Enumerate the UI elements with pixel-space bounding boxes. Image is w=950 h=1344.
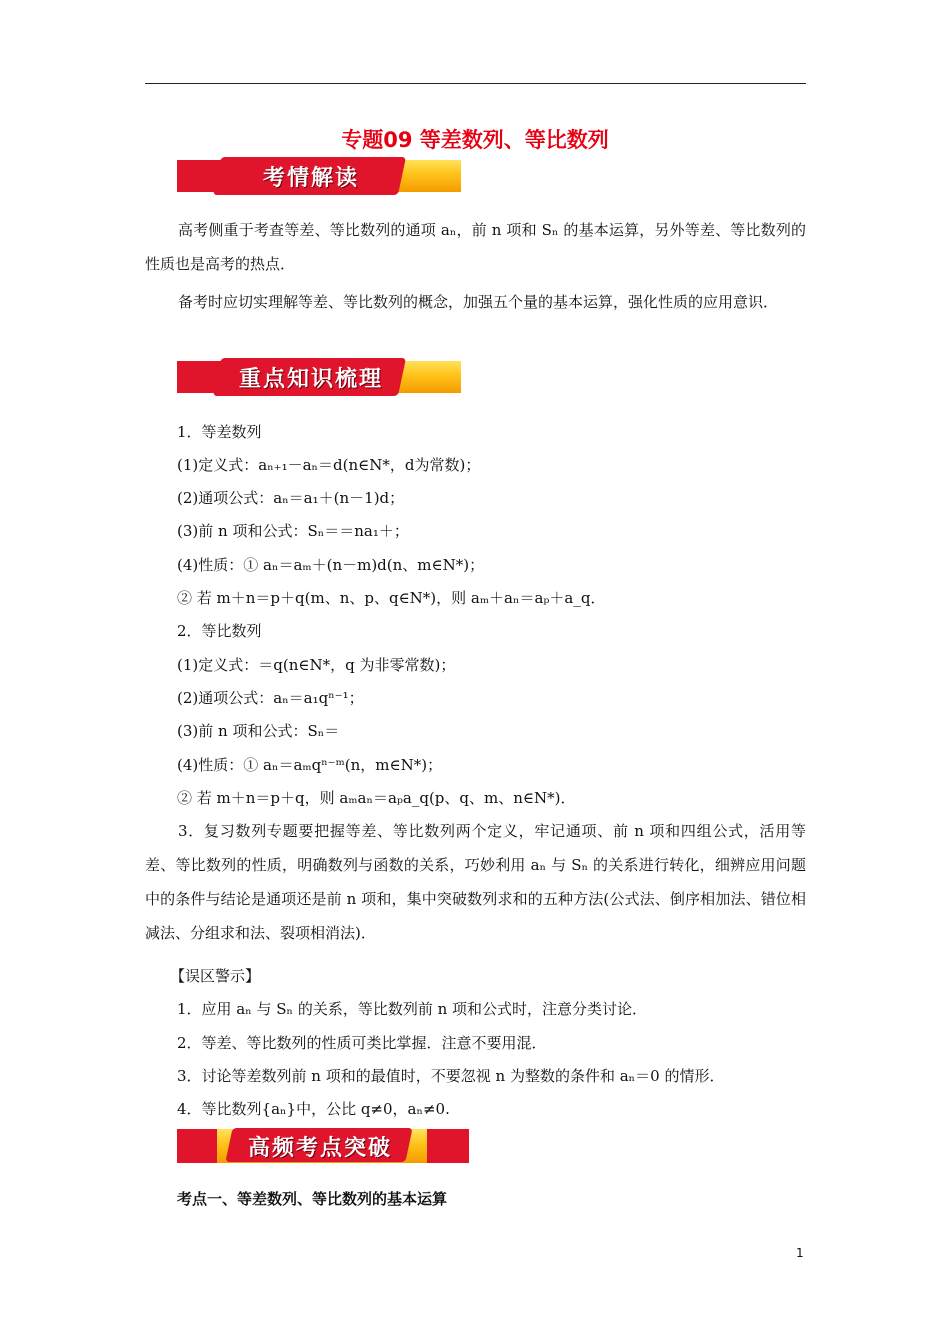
geometric-sum: (3)前 n 项和公式：Sₙ＝ bbox=[177, 722, 340, 740]
warning-item-3: 3．讨论等差数列前 n 项和的最值时，不要忽视 n 为整数的条件和 aₙ＝0 的情形． bbox=[177, 1067, 725, 1085]
intro-paragraph-1: 高考侧重于考查等差、等比数列的通项 aₙ，前 n 项和 Sₙ 的基本运算，另外等差、等比数列的性质也是高考的热点． bbox=[145, 221, 806, 273]
warning-item-4: 4．等比数列{aₙ}中，公比 q≠0，aₙ≠0. bbox=[177, 1100, 450, 1118]
geometric-definition: (1)定义式：＝q(n∈N*，q 为非零常数)； bbox=[177, 656, 456, 674]
page-number: 1 bbox=[796, 1246, 804, 1260]
banner-label: 高频考点突破 bbox=[247, 1135, 392, 1161]
banner-key-knowledge bbox=[177, 358, 461, 396]
header-rule bbox=[145, 83, 806, 84]
banner-label: 考情解读 bbox=[262, 165, 359, 191]
warning-heading: 【误区警示】 bbox=[170, 967, 261, 985]
banner-label: 重点知识梳理 bbox=[238, 366, 383, 392]
arithmetic-general-term: (2)通项公式：aₙ＝a₁＋(n－1)d； bbox=[177, 489, 405, 507]
review-paragraph: 3．复习数列专题要把握等差、等比数列两个定义，牢记通项、前 n 项和四组公式，活用等差、等比数列的性质，明确数列与函数的关系，巧妙利用 aₙ 与 Sₙ 的关系进行转化，细辨应用问题中的条件与结论是通项还是前 n 项和，集中突破数列求和的五种方法(公式法、倒序相加法、错位相减法、分组求和法、裂项相消法)． bbox=[145, 822, 806, 942]
geometric-property-2: ② 若 m＋n＝p＋q，则 aₘaₙ＝aₚa_q(p、q、m、n∈N*)． bbox=[177, 789, 576, 807]
heading-geometric: 2．等比数列 bbox=[177, 622, 262, 640]
heading-arithmetic: 1．等差数列 bbox=[177, 423, 262, 441]
intro-paragraph-2: 备考时应切实理解等差、等比数列的概念，加强五个量的基本运算，强化性质的应用意识． bbox=[178, 293, 779, 311]
section-title: 考点一、等差数列、等比数列的基本运算 bbox=[177, 1190, 448, 1208]
geometric-general-term: (2)通项公式：aₙ＝a₁qⁿ⁻¹； bbox=[177, 689, 364, 707]
arithmetic-property-1: (4)性质：① aₙ＝aₘ＋(n－m)d(n、m∈N*)； bbox=[177, 556, 485, 574]
arithmetic-sum: (3)前 n 项和公式：Sₙ＝＝na₁＋； bbox=[177, 522, 409, 540]
arithmetic-definition: (1)定义式：aₙ₊₁－aₙ＝d(n∈N*，d为常数)； bbox=[177, 456, 481, 474]
warning-item-2: 2．等差、等比数列的性质可类比掌握．注意不要用混． bbox=[177, 1034, 547, 1052]
arithmetic-property-2: ② 若 m＋n＝p＋q(m、n、p、q∈N*)，则 aₘ＋aₙ＝aₚ＋a_q． bbox=[177, 589, 606, 607]
warning-item-1: 1．应用 aₙ 与 Sₙ 的关系，等比数列前 n 项和公式时，注意分类讨论． bbox=[177, 1000, 648, 1018]
geometric-property-1: (4)性质：① aₙ＝aₘqⁿ⁻ᵐ(n，m∈N*)； bbox=[177, 756, 443, 774]
banner-high-frequency bbox=[177, 1126, 469, 1166]
page-title: 专题09 等差数列、等比数列 bbox=[341, 128, 609, 152]
banner-exam-analysis bbox=[177, 157, 461, 195]
